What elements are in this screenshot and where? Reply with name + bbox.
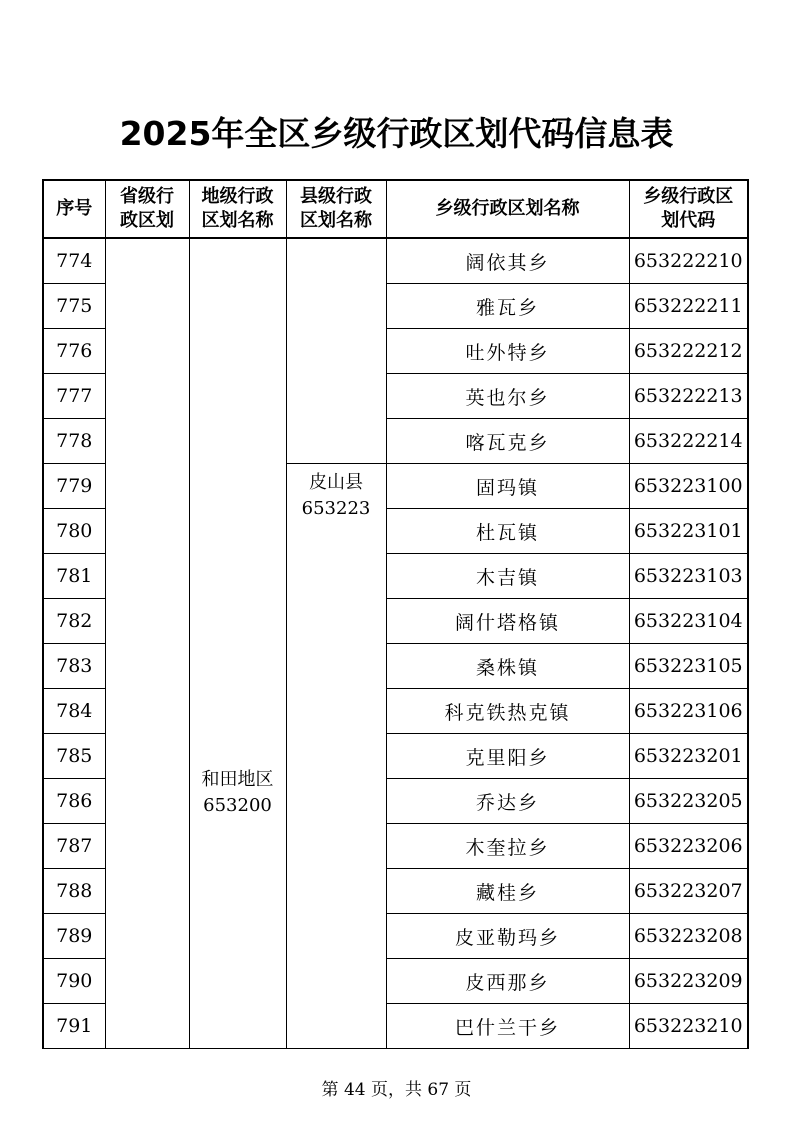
table-header-row — [43, 180, 748, 238]
header-index — [43, 180, 105, 238]
township-code: 653223106 — [629, 689, 748, 734]
township-name: 吐外特乡 — [386, 329, 629, 374]
township-name: 巴什兰干乡 — [386, 1004, 629, 1049]
prefecture-name: 和田地区 — [201, 769, 274, 790]
table-row — [43, 238, 748, 284]
row-index: 784 — [43, 689, 105, 734]
township-code: 653222214 — [629, 419, 748, 464]
township-name: 木吉镇 — [386, 554, 629, 599]
row-index: 789 — [43, 914, 105, 959]
row-index: 791 — [43, 1004, 105, 1049]
township-code: 653223208 — [629, 914, 748, 959]
prefecture-code: 653200 — [203, 795, 272, 816]
header-prefecture-line-1: 地级行政 — [201, 186, 274, 207]
township-code-table — [42, 179, 749, 1049]
header-code-line-2: 划代码 — [661, 210, 716, 231]
township-name: 雅瓦乡 — [386, 284, 629, 329]
county-wrap — [287, 239, 386, 245]
township-name: 英也尔乡 — [386, 374, 629, 419]
county-name: 皮山县 — [309, 472, 363, 493]
row-index: 790 — [43, 959, 105, 1004]
township-name: 藏桂乡 — [386, 869, 629, 914]
row-index: 780 — [43, 509, 105, 554]
township-name: 固玛镇 — [386, 464, 629, 509]
township-name: 喀瓦克乡 — [386, 419, 629, 464]
row-index: 783 — [43, 644, 105, 689]
header-index-line: 序号 — [56, 198, 93, 219]
township-code: 653223205 — [629, 779, 748, 824]
header-province-line-1: 省级行 — [120, 186, 174, 207]
row-index: 778 — [43, 419, 105, 464]
township-code: 653222213 — [629, 374, 748, 419]
township-name: 克里阳乡 — [386, 734, 629, 779]
row-index: 777 — [43, 374, 105, 419]
prefecture-cell — [189, 238, 286, 1049]
county-cell — [286, 238, 386, 464]
township-name: 乔达乡 — [386, 779, 629, 824]
row-index: 782 — [43, 599, 105, 644]
header-county — [286, 180, 386, 238]
row-index: 781 — [43, 554, 105, 599]
township-name: 桑株镇 — [386, 644, 629, 689]
township-code: 653223206 — [629, 824, 748, 869]
header-township — [386, 180, 629, 238]
header-county-line-2: 区划名称 — [300, 210, 372, 231]
row-index: 776 — [43, 329, 105, 374]
row-index: 785 — [43, 734, 105, 779]
table-body — [43, 238, 748, 1049]
row-index: 774 — [43, 238, 105, 284]
township-name: 阔依其乡 — [386, 238, 629, 284]
township-name: 杜瓦镇 — [386, 509, 629, 554]
row-index: 787 — [43, 824, 105, 869]
township-name: 木奎拉乡 — [386, 824, 629, 869]
township-code: 653223101 — [629, 509, 748, 554]
township-code: 653222210 — [629, 238, 748, 284]
township-code: 653223103 — [629, 554, 748, 599]
header-code — [629, 180, 748, 238]
prefecture-wrap — [190, 239, 286, 819]
township-name: 阔什塔格镇 — [386, 599, 629, 644]
township-name: 皮西那乡 — [386, 959, 629, 1004]
township-code: 653223207 — [629, 869, 748, 914]
township-code: 653223210 — [629, 1004, 748, 1049]
row-index: 775 — [43, 284, 105, 329]
township-name: 皮亚勒玛乡 — [386, 914, 629, 959]
row-index: 779 — [43, 464, 105, 509]
header-township-line: 乡级行政区划名称 — [435, 198, 580, 219]
county-wrap — [287, 464, 386, 522]
province-cell — [105, 238, 189, 1049]
township-code: 653223105 — [629, 644, 748, 689]
township-name: 科克铁热克镇 — [386, 689, 629, 734]
township-code: 653222212 — [629, 329, 748, 374]
header-code-line-1: 乡级行政区 — [643, 186, 734, 207]
county-cell — [286, 464, 386, 1049]
header-prefecture — [189, 180, 286, 238]
township-code: 653223209 — [629, 959, 748, 1004]
row-index: 788 — [43, 869, 105, 914]
header-county-line-1: 县级行政 — [300, 186, 372, 207]
township-code: 653223104 — [629, 599, 748, 644]
row-index: 786 — [43, 779, 105, 824]
header-province — [105, 180, 189, 238]
township-code: 653223100 — [629, 464, 748, 509]
township-code: 653222211 — [629, 284, 748, 329]
page-footer: 第 44 页，共 67 页 — [321, 1080, 472, 1100]
county-code: 653223 — [301, 498, 371, 519]
township-code: 653223201 — [629, 734, 748, 779]
header-prefecture-line-2: 区划名称 — [201, 210, 274, 231]
header-province-line-2: 政区划 — [120, 210, 174, 231]
page-title: 2025年全区乡级行政区划代码信息表 — [119, 114, 674, 153]
